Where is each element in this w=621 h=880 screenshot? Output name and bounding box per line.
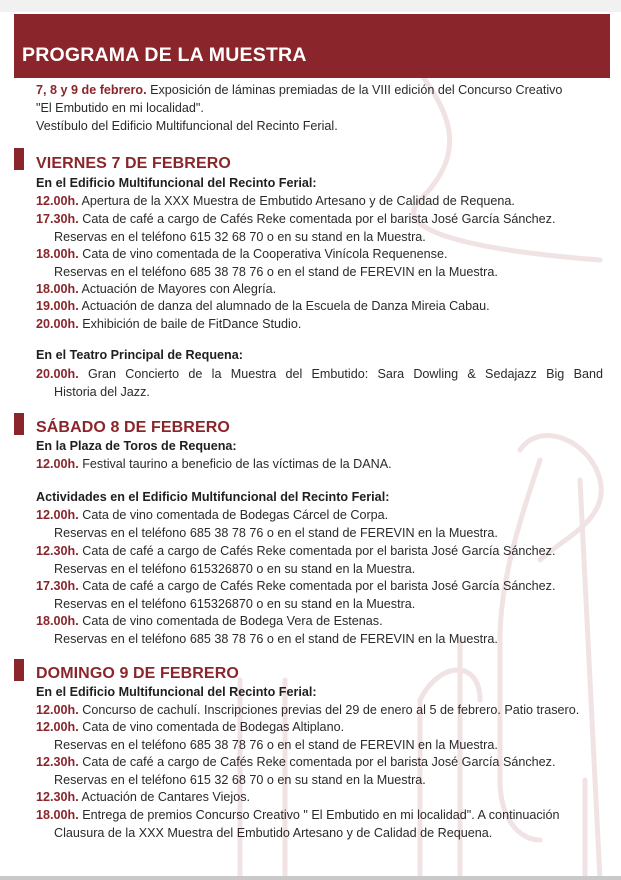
- event-note: Reservas en el teléfono 685 38 78 76 o en el stand de FEREVIN en la Muestra.: [54, 738, 498, 752]
- event-text: Festival taurino a beneficio de las víctimas de la DANA.: [78, 457, 392, 471]
- venue-heading: En el Teatro Principal de Requena:: [36, 348, 243, 362]
- event-item: [36, 246, 447, 262]
- event-item: [36, 613, 383, 629]
- event-time: 12.00h.: [36, 508, 79, 522]
- intro-line: Vestíbulo del Edificio Multifuncional del Recinto Ferial.: [36, 119, 338, 133]
- section-marker: [14, 148, 24, 170]
- event-item: [36, 456, 392, 472]
- event-time: 12.00h.: [36, 194, 79, 208]
- event-text: Apertura de la XXX Muestra de Embutido Artesano y de Calidad de Requena.: [78, 194, 515, 208]
- event-time: 18.00h.: [36, 247, 79, 261]
- event-word: de: [188, 367, 203, 381]
- event-item: [36, 543, 555, 559]
- event-time: 20.00h.: [36, 317, 79, 331]
- event-note: Reservas en el teléfono 685 38 78 76 o en el stand de FEREVIN en la Muestra.: [54, 526, 498, 540]
- event-time: 17.30h.: [36, 212, 79, 226]
- event-text: Cata de vino comentada de la Cooperativa Vinícola Requenense.: [78, 247, 448, 261]
- event-word: Concierto: [125, 367, 180, 381]
- event-word: &: [467, 367, 476, 381]
- event-item: [36, 366, 603, 382]
- event-time: 18.00h.: [36, 808, 79, 822]
- event-word: Embutido:: [311, 367, 369, 381]
- event-item: [36, 298, 490, 314]
- event-text: Cata de café a cargo de Cafés Reke comentada por el barista José García Sánchez.: [78, 755, 556, 769]
- event-item: [36, 507, 388, 523]
- event-text: Entrega de premios Concurso Creativo " El Embutido en mi localidad". A continuación: [78, 808, 560, 822]
- event-item: [36, 578, 555, 594]
- day-heading: DOMINGO 9 DE FEBRERO: [36, 665, 239, 682]
- event-text: Actuación de danza del alumnado de la Escuela de Danza Mireia Cabau.: [78, 299, 490, 313]
- event-text: Cata de café a cargo de Cafés Reke comentada por el barista José García Sánchez.: [78, 544, 556, 558]
- event-note: Reservas en el teléfono 615 32 68 70 o en su stand en la Muestra.: [54, 230, 426, 244]
- event-word: Big: [546, 367, 565, 381]
- event-note: Clausura de la XXX Muestra del Embutido Artesano y de Calidad de Requena.: [54, 826, 493, 840]
- bottom-strip: [0, 876, 621, 880]
- event-item: [36, 789, 250, 805]
- event-note: Historia del Jazz.: [54, 385, 150, 399]
- event-time: 18.00h.: [36, 282, 79, 296]
- event-text: Cata de café a cargo de Cafés Reke comentada por el barista José García Sánchez.: [78, 212, 556, 226]
- intro-line: [36, 82, 562, 98]
- event-item: [36, 719, 344, 735]
- event-note: Reservas en el teléfono 685 38 78 76 o en el stand de FEREVIN en la Muestra.: [54, 265, 498, 279]
- event-word: Gran: [87, 367, 116, 381]
- event-time: 12.30h.: [36, 755, 79, 769]
- event-text: Actuación de Cantares Viejos.: [78, 790, 251, 804]
- event-item: [36, 316, 301, 332]
- day-heading: VIERNES 7 DE FEBRERO: [36, 155, 231, 172]
- event-time: 12.00h.: [36, 457, 79, 471]
- event-time: 18.00h.: [36, 614, 79, 628]
- event-item: [36, 702, 579, 718]
- day-heading: SÁBADO 8 DE FEBRERO: [36, 419, 230, 436]
- event-text: Cata de vino comentada de Bodega Vera de Estenas.: [78, 614, 383, 628]
- intro-text: Exposición de láminas premiadas de la VIII edición del Concurso Creativo: [146, 83, 563, 97]
- event-item: [36, 807, 559, 823]
- event-time: 20.00h.: [36, 367, 79, 381]
- event-word: Muestra: [230, 367, 277, 381]
- event-note: Reservas en el teléfono 615326870 o en su stand en la Muestra.: [54, 562, 416, 576]
- event-item: [36, 281, 276, 297]
- event-word: Sedajazz: [485, 367, 537, 381]
- event-text: Cata de vino comentada de Bodegas Altiplano.: [78, 720, 345, 734]
- event-time: 17.30h.: [36, 579, 79, 593]
- intro-line: "El Embutido en mi localidad".: [36, 101, 204, 115]
- intro-date: 7, 8 y 9 de febrero.: [36, 83, 147, 97]
- event-item: [36, 211, 555, 227]
- event-text: Concurso de cachulí. Inscripciones previas del 29 de enero al 5 de febrero. Patio trasero.: [78, 703, 580, 717]
- event-time: 12.00h.: [36, 720, 79, 734]
- event-word: Band: [573, 367, 603, 381]
- event-word: del: [285, 367, 303, 381]
- event-time: 12.00h.: [36, 703, 79, 717]
- venue-heading: En la Plaza de Toros de Requena:: [36, 439, 237, 453]
- event-text: Cata de café a cargo de Cafés Reke comentada por el barista José García Sánchez.: [78, 579, 556, 593]
- event-word: Dowling: [413, 367, 459, 381]
- top-strip: [0, 0, 621, 12]
- page-title: PROGRAMA DE LA MUESTRA: [22, 44, 307, 66]
- event-item: [36, 193, 515, 209]
- event-time: 12.30h.: [36, 544, 79, 558]
- venue-heading: Actividades en el Edificio Multifuncional del Recinto Ferial:: [36, 490, 390, 504]
- event-time: 19.00h.: [36, 299, 79, 313]
- event-time: 12.30h.: [36, 790, 79, 804]
- event-word: la: [211, 367, 222, 381]
- event-text: Actuación de Mayores con Alegría.: [78, 282, 277, 296]
- event-item: [36, 754, 555, 770]
- event-text: Cata de vino comentada de Bodegas Cárcel de Corpa.: [78, 508, 389, 522]
- event-word: Sara: [377, 367, 405, 381]
- event-note: Reservas en el teléfono 615 32 68 70 o en su stand en la Muestra.: [54, 773, 426, 787]
- event-text: Exhibición de baile de FitDance Studio.: [78, 317, 302, 331]
- venue-heading: En el Edificio Multifuncional del Recinto Ferial:: [36, 176, 317, 190]
- event-note: Reservas en el teléfono 685 38 78 76 o en el stand de FEREVIN en la Muestra.: [54, 632, 498, 646]
- section-marker: [14, 413, 24, 435]
- event-note: Reservas en el teléfono 615326870 o en su stand en la Muestra.: [54, 597, 416, 611]
- venue-heading: En el Edificio Multifuncional del Recinto Ferial:: [36, 685, 317, 699]
- section-marker: [14, 659, 24, 681]
